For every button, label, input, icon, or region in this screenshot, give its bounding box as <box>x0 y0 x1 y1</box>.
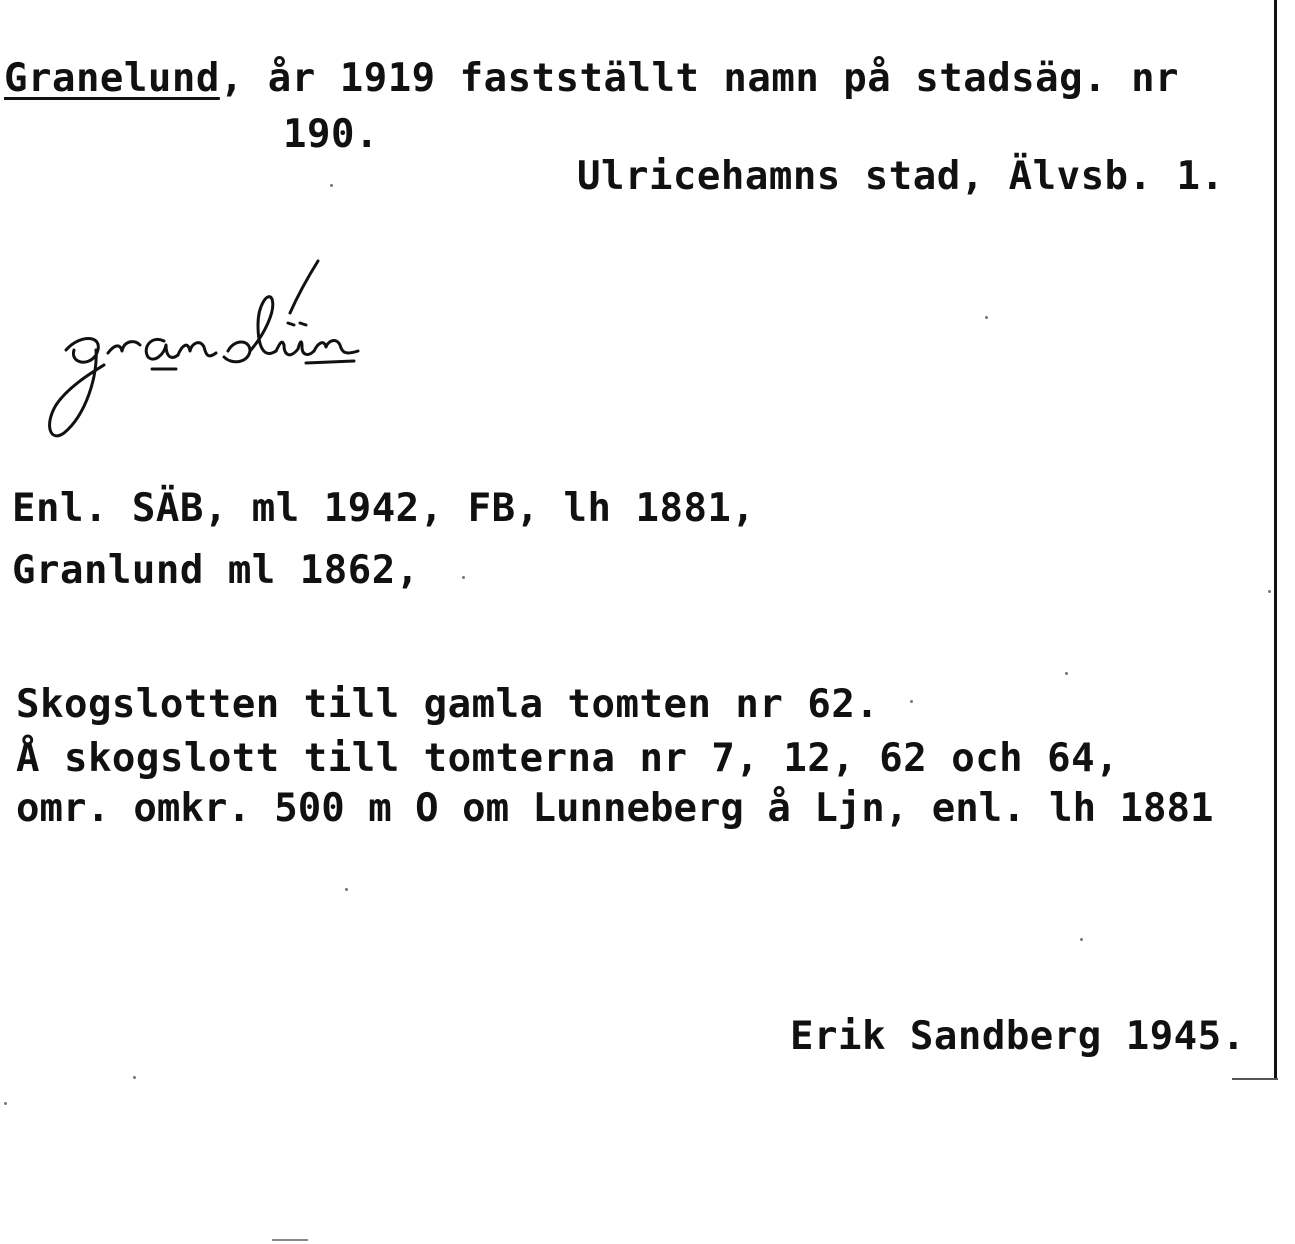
note-line-3: omr. omkr. 500 m O om Lunneberg å Ljn, enl. lh 1881 <box>16 786 1214 831</box>
heading-continuation: 190. <box>283 112 379 157</box>
paper-speck <box>985 316 988 319</box>
paper-speck <box>462 576 465 579</box>
handwritten-pronunciation <box>36 255 536 445</box>
scan-artifact <box>272 1239 308 1241</box>
signature: Erik Sandberg 1945. <box>790 1014 1246 1059</box>
paper-speck <box>330 184 333 187</box>
paper-speck <box>4 1102 7 1105</box>
paper-speck <box>910 700 913 703</box>
paper-speck <box>1065 672 1068 675</box>
paper-speck <box>133 1076 136 1079</box>
card-right-edge <box>1274 0 1277 1080</box>
place-line: Ulricehamns stad, Älvsb. 1. <box>577 154 1225 199</box>
card-edge-corner <box>1232 1078 1278 1080</box>
note-line-2: Å skogslott till tomterna nr 7, 12, 62 och 64, <box>16 736 1120 781</box>
headword: Granelund <box>4 56 220 101</box>
paper-speck <box>345 888 348 891</box>
sources-line-2: Granlund ml 1862, <box>12 548 420 593</box>
sources-line-1: Enl. SÄB, ml 1942, FB, lh 1881, <box>12 486 756 531</box>
heading-line <box>4 56 1179 101</box>
paper-speck <box>1268 590 1271 593</box>
heading-text: , år 1919 fastställt namn på stadsäg. nr <box>219 56 1180 101</box>
note-line-1: Skogslotten till gamla tomten nr 62. <box>16 682 880 727</box>
paper-speck <box>1080 938 1083 941</box>
